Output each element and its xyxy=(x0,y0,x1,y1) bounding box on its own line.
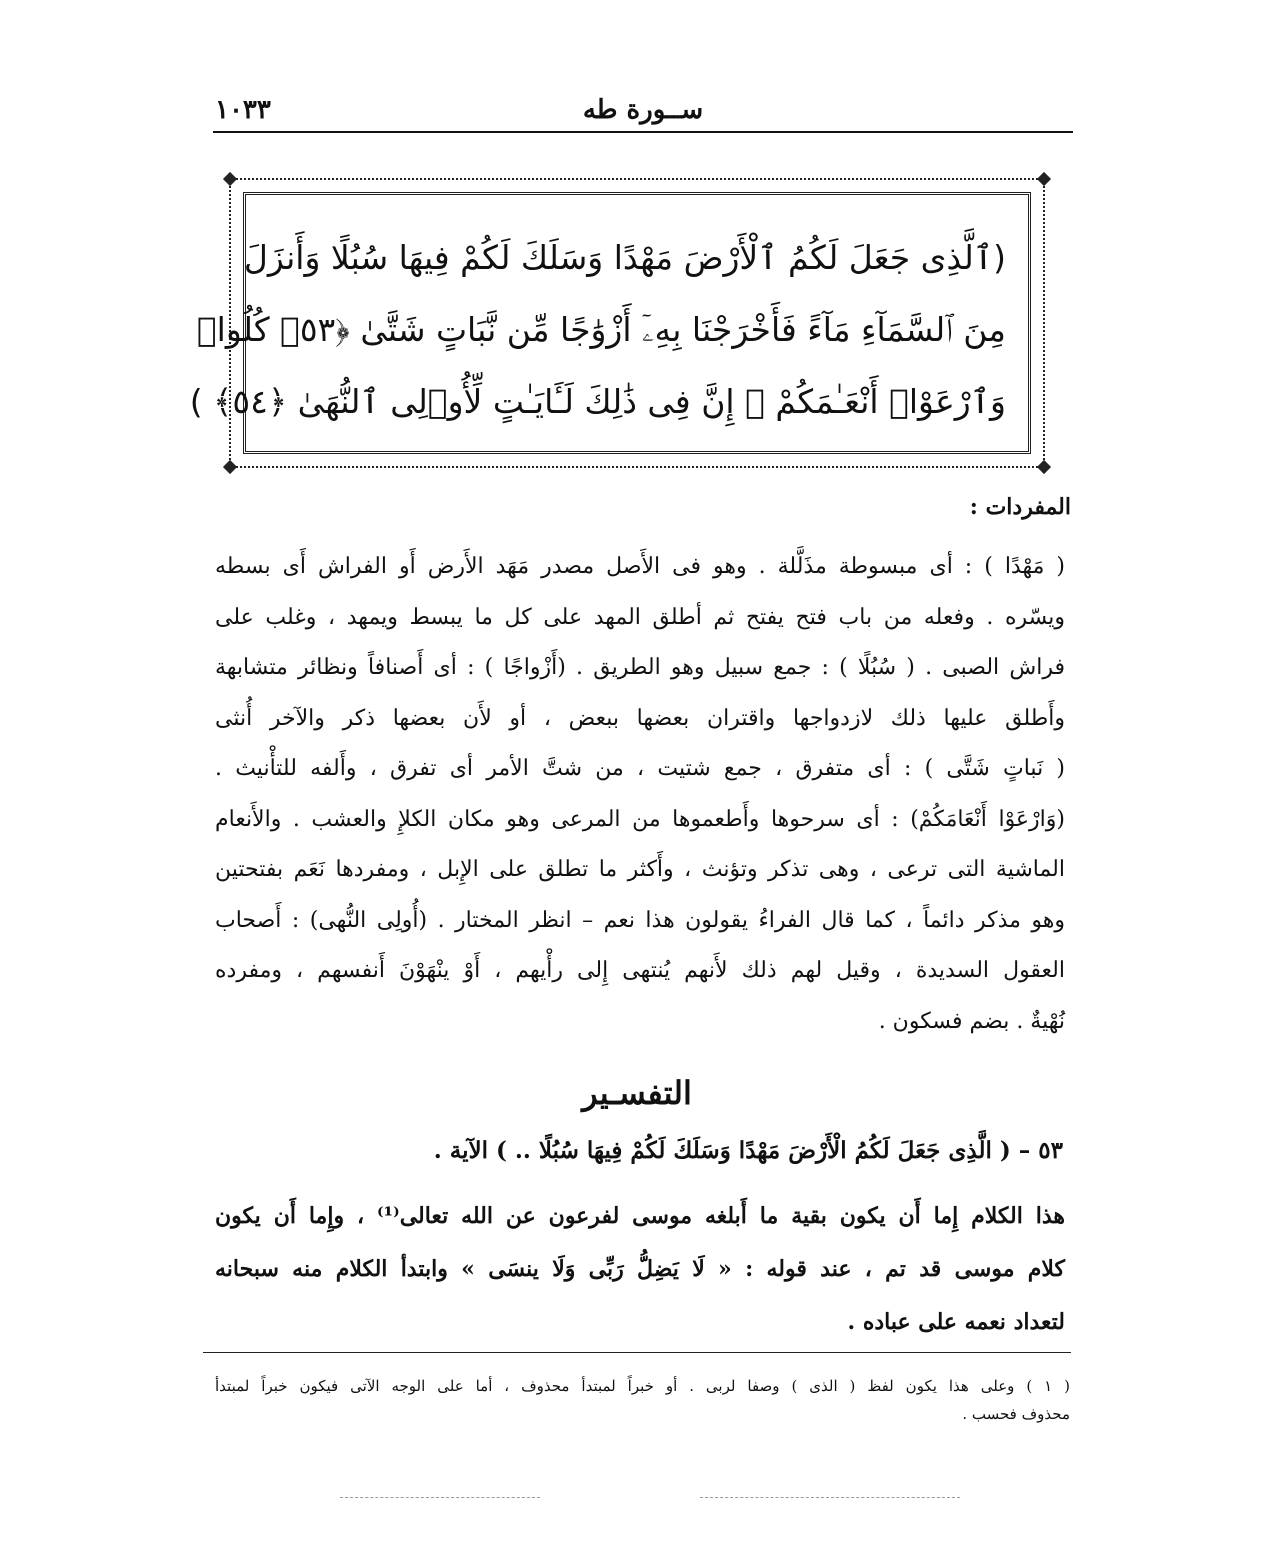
footnote xyxy=(215,1372,1070,1428)
vocab-line: فراش الصبى . ( سُبُلًا ) : جمع سبيل وهو الطريق . (أَزْواجًا ) : أى أَصنافاً ونظائر متشابهة xyxy=(215,655,1065,680)
vocab-line: ويسّره . وفعله من باب فتح يفتح ثم أطلق المهد على كل ما يبسط ويمهد ، وغلب على xyxy=(215,604,1065,630)
frame-corner-ornament xyxy=(1037,460,1051,474)
verse-reference: ٥٣ – ( الَّذِى جَعَلَ لَكُمُ الْأَرْضَ مَهْدًا وَسَلَكَ لَكُمْ فِيهَا سُبُلًا .. ) الآية . xyxy=(433,1137,1063,1164)
scan-artifact-line xyxy=(700,1497,960,1498)
footnote-separator xyxy=(203,1352,1071,1353)
tafsir-commentary xyxy=(215,1190,1065,1349)
quran-line: (ٱلَّذِى جَعَلَ لَكُمُ ٱلْأَرْضَ مَهْدًا وَسَلَكَ لَكُمْ فِيهَا سُبُلًا وَأَنزَلَ xyxy=(243,238,1006,277)
vocab-section xyxy=(215,542,1065,1047)
frame-corner-ornament xyxy=(223,460,237,474)
commentary-line: هذا الكلام إِما أَن يكون بقية ما أَبلغه موسى لفرعون عن الله تعالى⁽¹⁾ ، وإِما أَن يكون xyxy=(215,1203,1065,1229)
quran-line: مِنَ ٱلسَّمَآءِ مَآءً فَأَخْرَجْنَا بِهِۦٓ أَزْوَٰجًا مِّن نَّبَاتٍ شَتَّىٰ ﴿٥٣﴾ كُلُوا۟ xyxy=(196,310,1006,349)
footnote-line: محذوف فحسب . xyxy=(962,1405,1070,1423)
quran-verse-text xyxy=(189,222,1006,438)
vocab-line: ( مَهْدًا ) : أى مبسوطة مذَلَّلة . وهو فى الأَصل مصدر مَهَد الأَرض أَو الفراش أَى بسطه xyxy=(215,554,1065,579)
frame-corner-ornament xyxy=(1037,172,1051,186)
scan-artifact-line xyxy=(340,1497,540,1498)
vocab-line: ( نَباتٍ شَتَّى ) : أى متفرق ، جمع شتيت ، من شتَّ الأمر أى تفرق ، وأَلفه للتأْنيث . xyxy=(215,756,1065,781)
surah-title: ســورة طه xyxy=(582,95,704,125)
tafsir-heading: التفسـير xyxy=(582,1074,692,1112)
vocab-line: نُهْيةٌ . بضم فسكون . xyxy=(878,1008,1065,1034)
vocab-line: وهو مذكر دائماً ، كما قال الفراءُ يقولون هذا نعم – انظر المختار . (أُولِى النُّهى) : أَصحاب xyxy=(215,907,1065,933)
page-header xyxy=(215,92,1071,128)
vocab-line: (وَارْعَوْا أَنْعَامَكُمْ) : أى سرحوها وأَطعموها من المرعى وهو مكان الكلإِ والعشب . والأَنعام xyxy=(215,806,1065,832)
vocab-line: وأَطلق عليها ذلك لازدواجها واقتران بعضها ببعض ، أو لأَن بعضها ذكر والآخر أُنثى xyxy=(215,705,1065,731)
footnote-line: ( ١ ) وعلى هذا يكون لفظ ( الذى ) وصفا لربى . أو خبراً لمبتدأ محذوف ، أما على الوجه الآتى فيكون خبراً لمبتدأ xyxy=(215,1377,1070,1395)
frame-corner-ornament xyxy=(223,172,237,186)
vocab-line: الماشية التى ترعى ، وهى تذكر وتؤنث ، وأَكثر ما تطلق على الإِبل ، ومفردها نَعَم بفتحتين xyxy=(215,857,1065,882)
vocab-line: العقول السديدة ، وقيل لهم ذلك لأَنهم يُنتهى إِلى رأْيهم ، أَوْ ينْهَوْنَ أَنفسهم ، ومفرده xyxy=(215,958,1065,983)
header-rule xyxy=(213,131,1073,133)
page-number: ١٠٣٣ xyxy=(215,95,271,125)
commentary-line: لتعداد نعمه على عباده . xyxy=(847,1309,1065,1335)
vocab-heading: المفردات : xyxy=(969,494,1071,520)
commentary-line: كلام موسى قد تم ، عند قوله : « لَا يَضِلُّ رَبِّى وَلَا ينسَى » وابتدأ الكلام منه سبحانه xyxy=(215,1256,1065,1282)
quran-line: وَٱرْعَوْا۟ أَنْعَـٰمَكُمْ ۗ إِنَّ فِى ذَٰلِكَ لَـَٔايَـٰتٍ لِّأُو۟لِى ٱلنُّهَىٰ ﴿٥٤﴾ ) xyxy=(189,382,1006,421)
